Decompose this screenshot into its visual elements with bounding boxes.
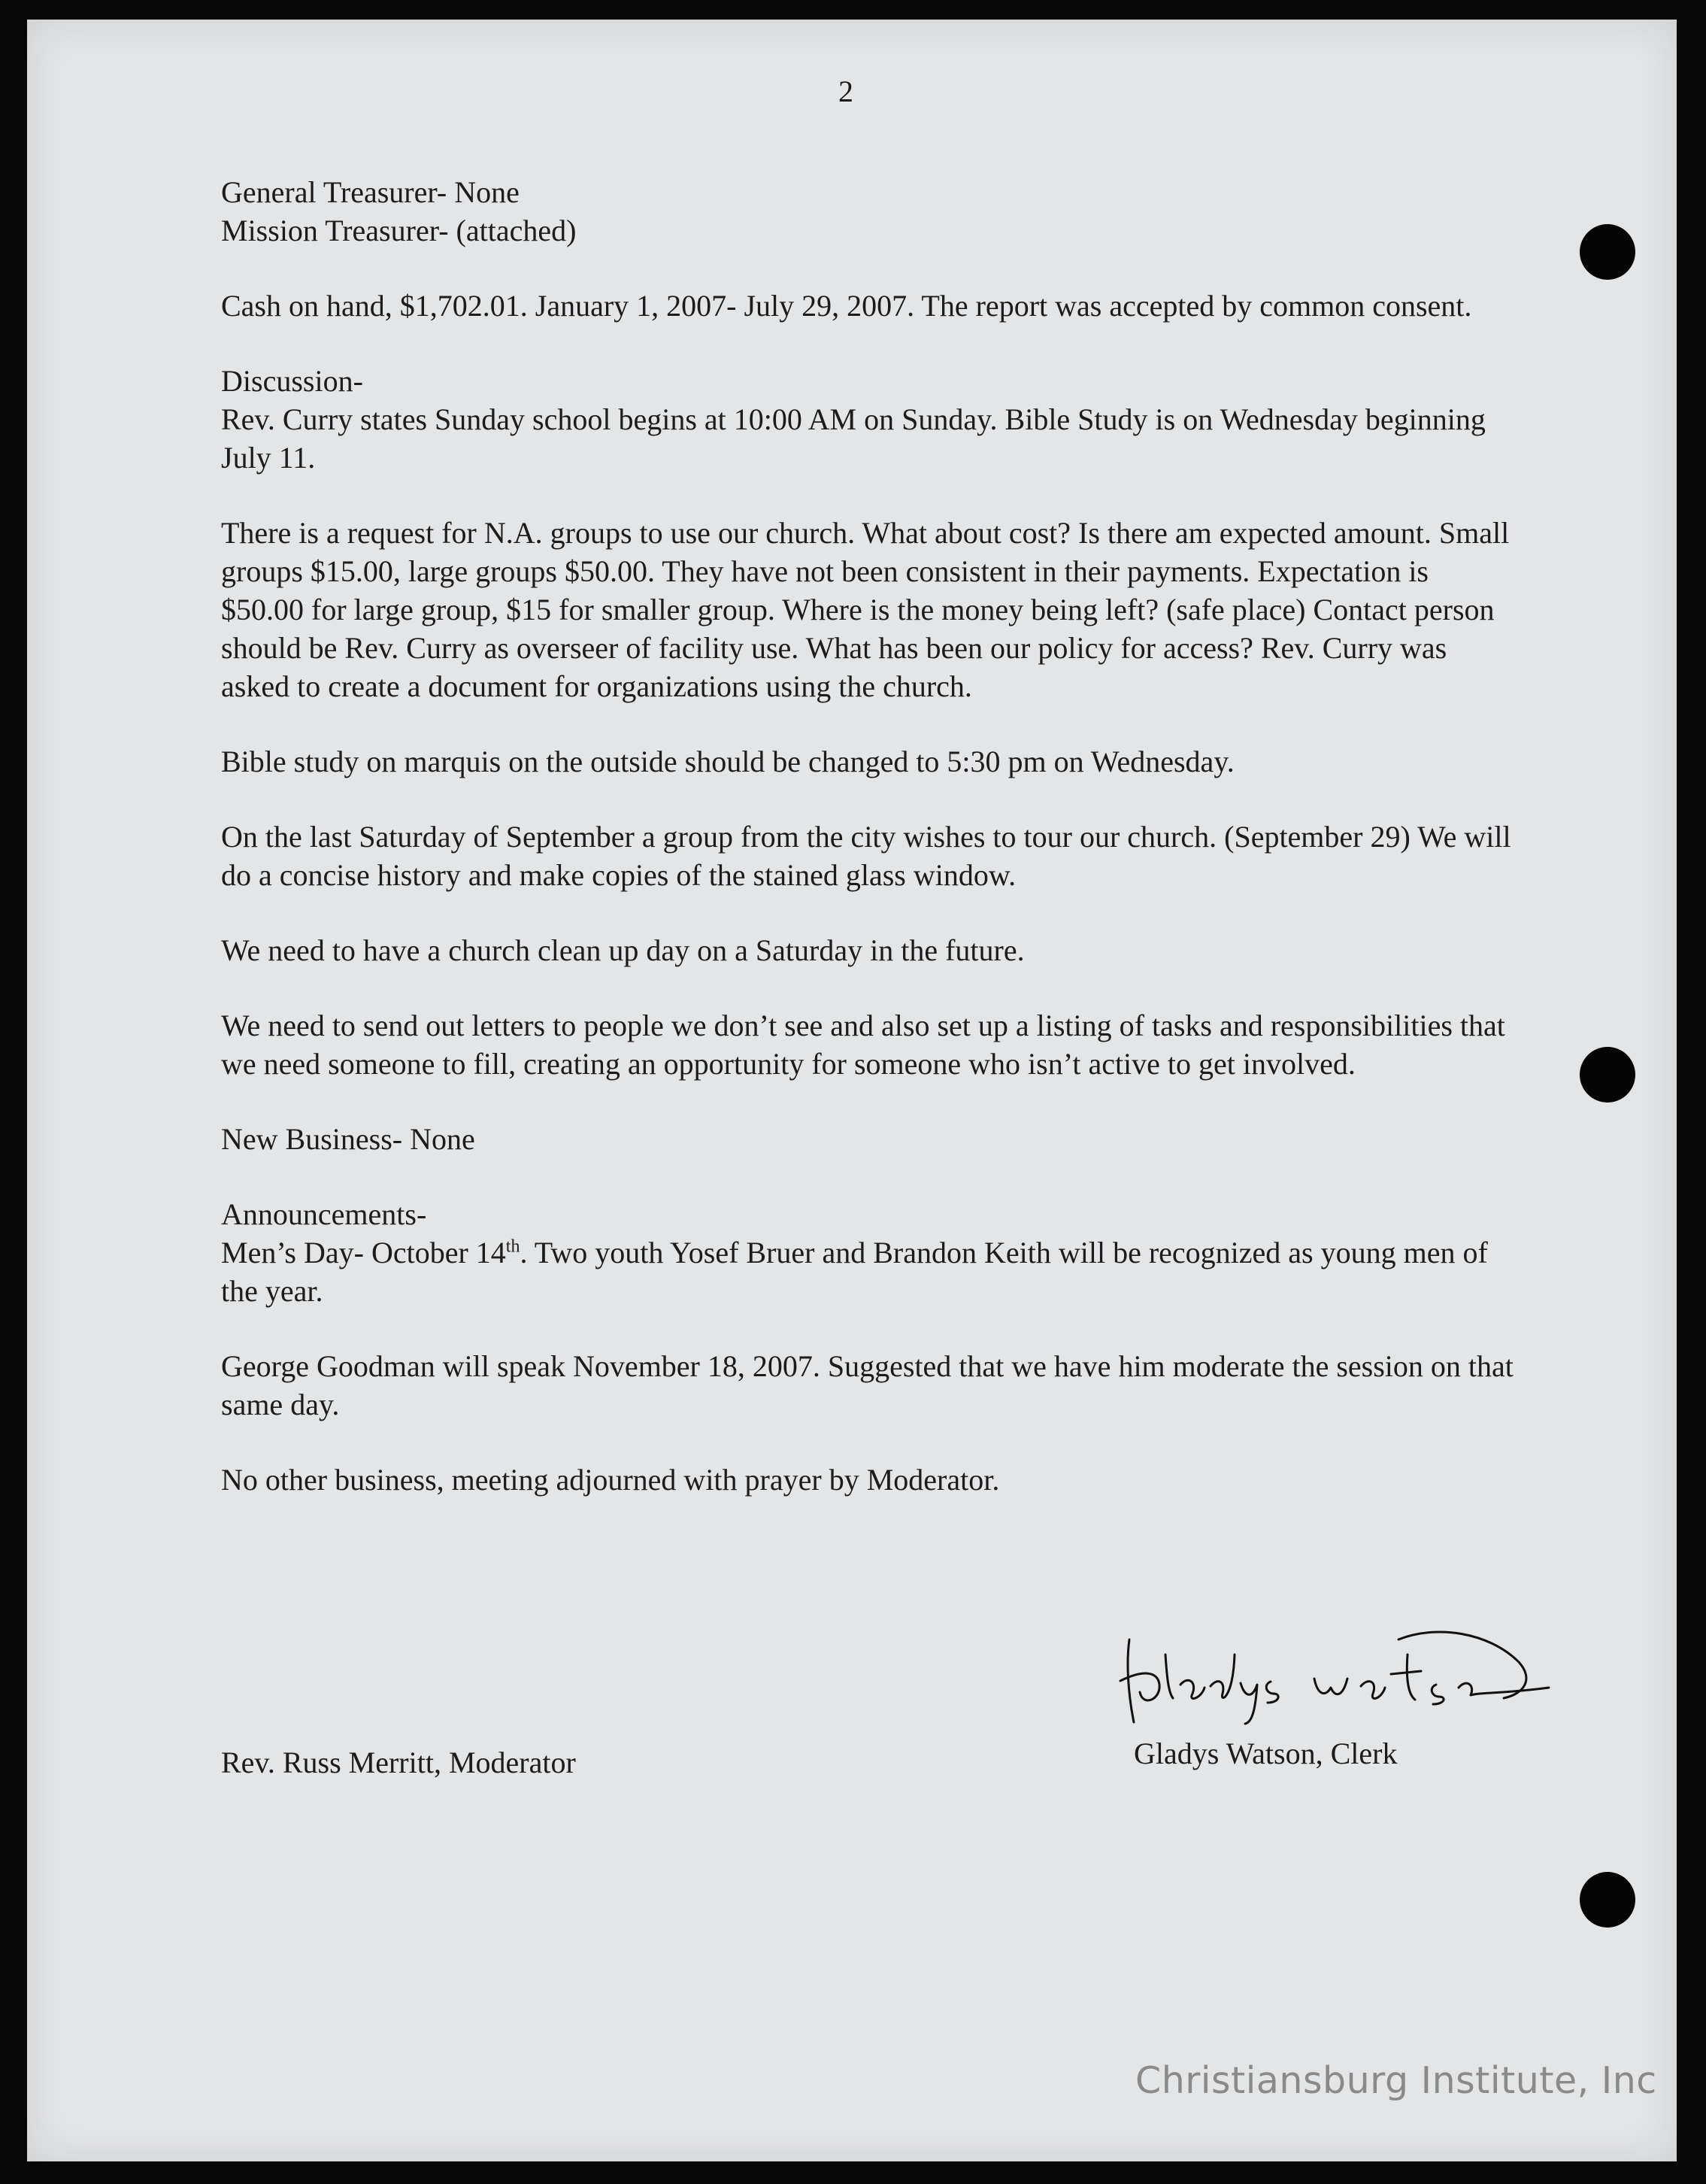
- tour-paragraph: On the last Saturday of September a group from the city wishes to tour our church. (September 29) We will do a concise history and make copies of the stained glass window.: [221, 820, 1511, 892]
- cash-paragraph: Cash on hand, $1,702.01. January 1, 2007- July 29, 2007. The report was accepted by common consent.: [221, 289, 1472, 323]
- marquis-paragraph: Bible study on marquis on the outside should be changed to 5:30 pm on Wednesday.: [221, 745, 1235, 778]
- punch-hole-bottom: [1580, 1872, 1635, 1928]
- adjourned-paragraph: No other business, meeting adjourned with prayer by Moderator.: [221, 1463, 1000, 1497]
- sunday-school-paragraph: Rev. Curry states Sunday school begins at 10:00 AM on Sunday. Bible Study is on Wednesday beginning July 11.: [221, 402, 1486, 475]
- general-treasurer-line: General Treasurer- None: [221, 175, 520, 209]
- handwritten-signature: [1113, 1609, 1564, 1737]
- letters-paragraph: We need to send out letters to people we don’t see and also set up a listing of tasks and responsibilities that we need someone to fill, creating an opportunity for someone who isn’t active to get involved.: [221, 1009, 1505, 1081]
- watermark: Christiansburg Institute, Inc: [1135, 2059, 1657, 2102]
- mission-treasurer-line: Mission Treasurer- (attached): [221, 214, 577, 247]
- clerk-signature-line: Gladys Watson, Clerk: [1134, 1737, 1398, 1770]
- goodman-paragraph: George Goodman will speak November 18, 2007. Suggested that we have him moderate the session on that same day.: [221, 1349, 1514, 1421]
- moderator-signature-line: Rev. Russ Merritt, Moderator: [221, 1746, 576, 1779]
- minutes-body: [221, 173, 1514, 1536]
- page-number: 2: [838, 74, 853, 108]
- announcements-heading: Announcements-: [221, 1197, 427, 1231]
- mens-day-ordinal: th: [505, 1236, 520, 1257]
- na-groups-paragraph: There is a request for N.A. groups to use our church. What about cost? Is there am expected amount. Small groups $15.00, large groups $50.00. They have not been consistent in their payments. Expectation is $50.00 for large group, $15 for smaller group. Where is the money being left? (safe place) Contact person should be Rev. Curry as overseer of facility use. What has been our policy for access? Rev. Curry was asked to create a document for organizations using the church.: [221, 516, 1510, 703]
- punch-hole-middle: [1580, 1047, 1635, 1103]
- mens-day-prefix: Men’s Day- October 14: [221, 1236, 506, 1269]
- punch-hole-top: [1580, 224, 1635, 280]
- new-business-line: New Business- None: [221, 1122, 475, 1156]
- cleanup-paragraph: We need to have a church clean up day on a Saturday in the future.: [221, 933, 1025, 967]
- discussion-heading: Discussion-: [221, 364, 363, 398]
- mens-day-rest: . Two youth Yosef Bruer and Brandon Keith will be recognized as young men of the year.: [221, 1236, 1488, 1308]
- mens-day-paragraph: [221, 1233, 1514, 1310]
